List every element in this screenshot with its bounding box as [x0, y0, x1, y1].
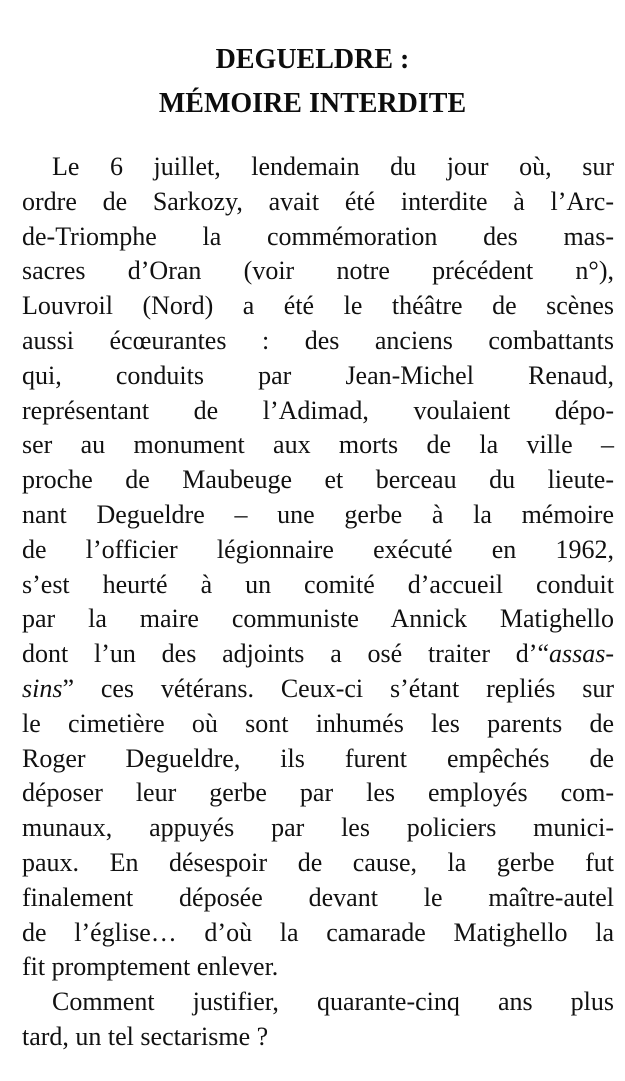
- text-line: fit promptement enlever.: [22, 952, 279, 982]
- text-line-with-italic: [22, 672, 614, 707]
- text-line: Comment justifier, quarante-cinq ans plus: [52, 987, 614, 1017]
- italic-word: sins: [22, 673, 63, 703]
- text-line: de-Triomphe la commémoration des mas-: [22, 221, 614, 251]
- text-line: de l’église… d’où la camarade Matighello la: [22, 917, 614, 947]
- text-segment: dont l’un des adjoints a osé traiter d’“: [22, 639, 549, 669]
- text-line: tard, un tel sectarisme ?: [22, 1021, 269, 1051]
- text-line: Louvroil (Nord) a été le théâtre de scènes: [22, 291, 614, 321]
- text-line: par la maire communiste Annick Matighello: [22, 604, 614, 634]
- text-line: ordre de Sarkozy, avait été interdite à l’Arc-: [22, 186, 614, 216]
- text-line: s’est heurté à un comité d’accueil conduit: [22, 569, 614, 599]
- text-line: munaux, appuyés par les policiers munici-: [22, 813, 614, 843]
- headline-line-1: DEGUELDRE :: [215, 44, 410, 75]
- text-line: sacres d’Oran (voir notre précédent n°),: [22, 256, 614, 286]
- text-line: finalement déposée devant le maître-autel: [22, 882, 614, 912]
- text-line: représentant de l’Adimad, voulaient dépo-: [22, 395, 614, 425]
- italic-word: assas-: [548, 639, 614, 669]
- text-line-with-italic: [22, 637, 614, 672]
- text-line: le cimetière où sont inhumés les parents de: [22, 708, 614, 738]
- article-body: [22, 150, 614, 1055]
- text-line: aussi écœurantes : des anciens combattants: [22, 325, 614, 355]
- text-line: Le 6 juillet, lendemain du jour où, sur: [52, 152, 614, 181]
- text-segment: ” ces vétérans. Ceux-ci s’étant repliés sur: [62, 673, 614, 703]
- text-line: paux. En désespoir de cause, la gerbe fut: [22, 847, 614, 877]
- text-line: proche de Maubeuge et berceau du lieute-: [22, 465, 614, 495]
- text-line: de l’officier légionnaire exécuté en 1962,: [22, 534, 614, 564]
- article-headline: [0, 38, 625, 126]
- text-line: Roger Degueldre, ils furent empêchés de: [22, 743, 614, 773]
- text-line: nant Degueldre – une gerbe à la mémoire: [22, 499, 614, 529]
- text-line: déposer leur gerbe par les employés com-: [22, 778, 614, 808]
- headline-line-2: MÉMOIRE INTERDITE: [158, 88, 467, 119]
- text-line: ser au monument aux morts de la ville –: [22, 430, 614, 460]
- text-line: qui, conduits par Jean-Michel Renaud,: [22, 360, 614, 390]
